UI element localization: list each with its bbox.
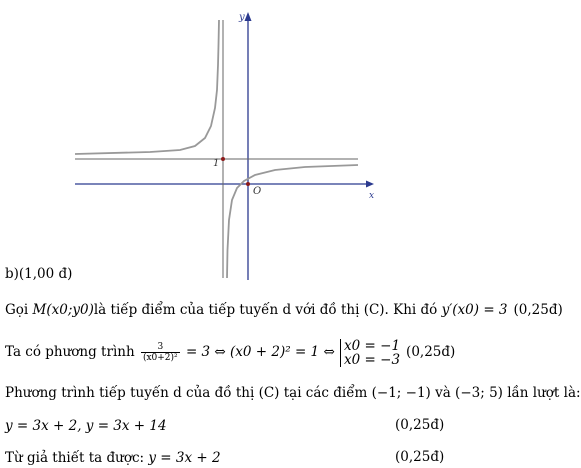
line5-prefix: Từ giả thiết ta được: — [5, 450, 149, 466]
line-2 — [5, 337, 455, 367]
fraction-denominator: (x0+2)² — [142, 353, 178, 363]
line1-middle: là tiếp điểm của tiếp tuyến d với đồ thị (C). Khi đó — [93, 302, 442, 318]
x-axis-arrow-icon — [366, 181, 374, 188]
line-4: y = 3x + 2, y = 3x + 14 — [5, 418, 167, 434]
line-3: Phương trình tiếp tuyến d của đồ thị (C) tại các điểm (−1; −1) và (−3; 5) lần lượt là: — [5, 385, 581, 401]
origin-label: O — [253, 186, 262, 197]
fraction-numerator: 3 — [141, 342, 180, 353]
line2-equation: = 3 ⇔ (x0 + 2)² = 1 ⇔ — [181, 344, 340, 360]
line2-score: (0,25đ) — [406, 344, 456, 360]
line5-score: (0,25đ) — [395, 449, 445, 465]
line1-score: (0,25đ) — [513, 302, 563, 318]
label-one: 1 — [213, 158, 220, 169]
line2-fraction — [141, 342, 180, 363]
line1-equation: y′(x0) = 3 — [441, 302, 508, 318]
graph-curve-left-branch — [75, 20, 219, 154]
line-5 — [5, 449, 221, 467]
line2-cases — [340, 339, 400, 367]
y-axis-label: y — [239, 12, 245, 23]
case-1: x0 = −1 — [344, 337, 401, 354]
case-2: x0 = −3 — [344, 351, 401, 368]
graph-curve-right-branch — [227, 165, 358, 278]
part-b-label: b)(1,00 đ) — [5, 266, 73, 282]
x-axis-label: x — [369, 191, 375, 201]
line1-point-m: M(x0;y0) — [32, 302, 94, 318]
point-marker-on-x-axis — [246, 182, 250, 186]
y-axis-arrow-icon — [245, 12, 252, 21]
line1-prefix: Gọi — [5, 302, 33, 318]
line5-equation: y = 3x + 2 — [148, 450, 221, 466]
line4-score: (0,25đ) — [395, 417, 445, 433]
point-marker-on-y-asymptote — [221, 157, 225, 161]
line-1 — [5, 301, 563, 319]
line2-prefix: Ta có phương trình — [5, 344, 139, 360]
